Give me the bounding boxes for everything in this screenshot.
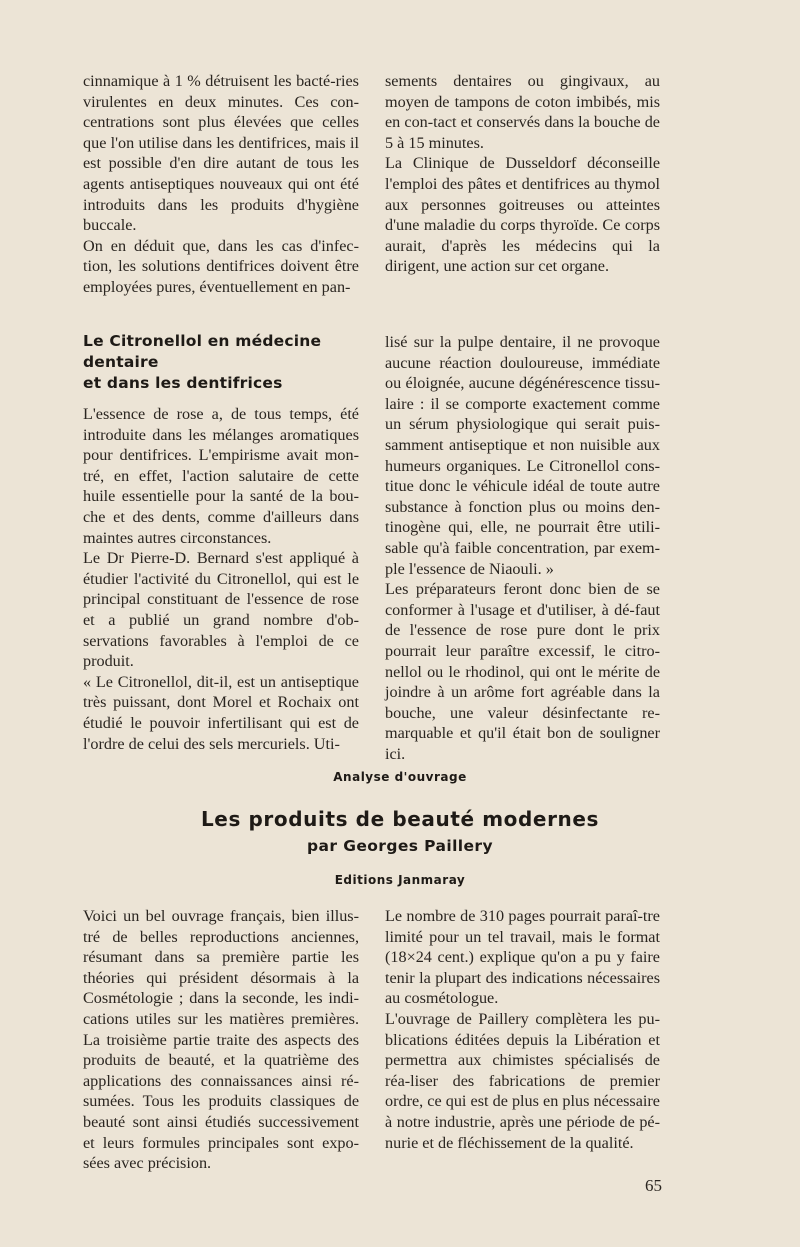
section1-left-paragraph-2: On en déduit que, dans les cas d'infec-tion, les solutions dentifrices doivent être employées pures, éventuellement en pan- [83, 236, 359, 296]
review-kicker: Analyse d'ouvrage [333, 770, 467, 784]
citronellol-right-column [385, 332, 660, 764]
citronellol-right-paragraph-2: Les préparateurs feront donc bien de se conformer à l'usage et d'utiliser, à dé-faut de l'essence de rose pure dont le prix pourrait leur paraître excessif, le citro-nellol ou le rhodinol, qui ont le mérite de joindre à un arôme fort agréable dans la bouche, une valeur désinfectante re-marquable et qu'il était bon de souligner ici. [385, 580, 660, 763]
review-book-publisher: Editions Janmaray [334, 873, 466, 887]
review-book-title: Les produits de beauté modernes [200, 807, 600, 831]
citronellol-left-column [83, 404, 359, 754]
citronellol-heading-line-3: et dans les dentifrices [83, 374, 283, 392]
citronellol-left-paragraph-1: L'essence de rose a, de tous temps, été introduite dans les mélanges aromatiques pour dentifrices. L'empirisme avait mon-tré, en effet, l'action salutaire de cette huile essentielle pour la santé de la bou-che et des dents, comme d'ailleurs dans maintes autres circonstances. [83, 405, 359, 547]
review-right-paragraph-2: L'ouvrage de Paillery complètera les pu-blications éditées depuis la Libération et permettra aux chimistes spécialisés de réa-liser des fabrications de premier ordre, ce qui est de plus en plus nécessaire à notre industrie, après une période de pé-nurie et de fléchissement de la qualité. [385, 1009, 660, 1152]
section1-right-paragraph-1: sements dentaires ou gingivaux, au moyen de tampons de coton imbibés, mis en con-tact et conservés dans la bouche de 5 à 15 minutes. [385, 72, 660, 152]
citronellol-right-paragraph-1: lisé sur la pulpe dentaire, il ne provoque aucune réaction douloureuse, immédiate ou éloignée, aucune dégénérescence tissu-laire : il se comporte exactement comme un sérum physiologique qui serait puis-samment antiseptique et non nuisible aux humeurs organiques. Le Citronellol cons-titue donc le véhicule idéal de toute autre substance à fonction plus ou moins den-tinogène qui, elle, ne pourrait être utili-sable qu'à faible concentration, par exem-ple l'essence de Niaouli. » [385, 333, 660, 578]
review-book-author: par Georges Paillery [307, 837, 493, 855]
citronellol-heading-line-2: dentaire [83, 353, 159, 371]
review-left-column [83, 906, 359, 1174]
section1-left-column [83, 71, 359, 298]
section1-right-column [385, 71, 660, 277]
section1-right-paragraph-2: La Clinique de Dusseldorf déconseille l'emploi des pâtes et dentifrices au thymol aux personnes goitreuses ou atteintes d'une maladie du corps thyroïde. Ce corps aurait, d'après les médecins qui la dirigent, une action sur cet organe. [385, 154, 660, 276]
citronellol-heading-line-1: Le Citronellol en médecine [83, 332, 322, 350]
citronellol-left-paragraph-3: « Le Citronellol, dit-il, est un antiseptique très puissant, dont Morel et Rochaix ont étudié le pouvoir infertilisant qui est de l'ordre de celui des sels mercuriels. Uti- [83, 672, 359, 753]
section1-left-paragraph-1: cinnamique à 1 % détruisent les bacté-ries virulentes en deux minutes. Ces con-centrations sont plus élevées que celles que l'on utilise dans les dentifrices, mais il est possible d'en dire autant de tous les agents antiseptiques nouveaux qui ont été introduits dans les produits d'hygiène buccale. [83, 72, 359, 235]
review-right-column [385, 906, 660, 1153]
page-number: 65 [645, 1176, 662, 1195]
review-right-paragraph-1: Le nombre de 310 pages pourrait paraî-tre limité pour un tel travail, mais le format (18×24 cent.) explique qu'on a pu y faire tenir la plupart des indications nécessaires au cosmétologue. [385, 907, 660, 1008]
review-left-paragraph: Voici un bel ouvrage français, bien illus-tré de belles reproductions anciennes, résumant dans sa première partie les théories qui président désormais à la Cosmétologie ; dans la seconde, les indi-cations utiles sur les matières premières. La troisième partie traite des aspects des produits de beauté, et la quatrième des applications des connaissances ainsi ré-sumées. Tous les produits classiques de beauté sont ainsi étudiés successivement et leurs formules principales sont expo-sées avec précision. [83, 907, 359, 1173]
citronellol-article-heading [83, 331, 359, 394]
citronellol-left-paragraph-2: Le Dr Pierre-D. Bernard s'est appliqué à étudier l'activité du Citronellol, qui est le principal constituant de l'essence de rose et a publié un grand nombre d'ob-servations favorables à l'emploi de ce produit. [83, 549, 359, 671]
